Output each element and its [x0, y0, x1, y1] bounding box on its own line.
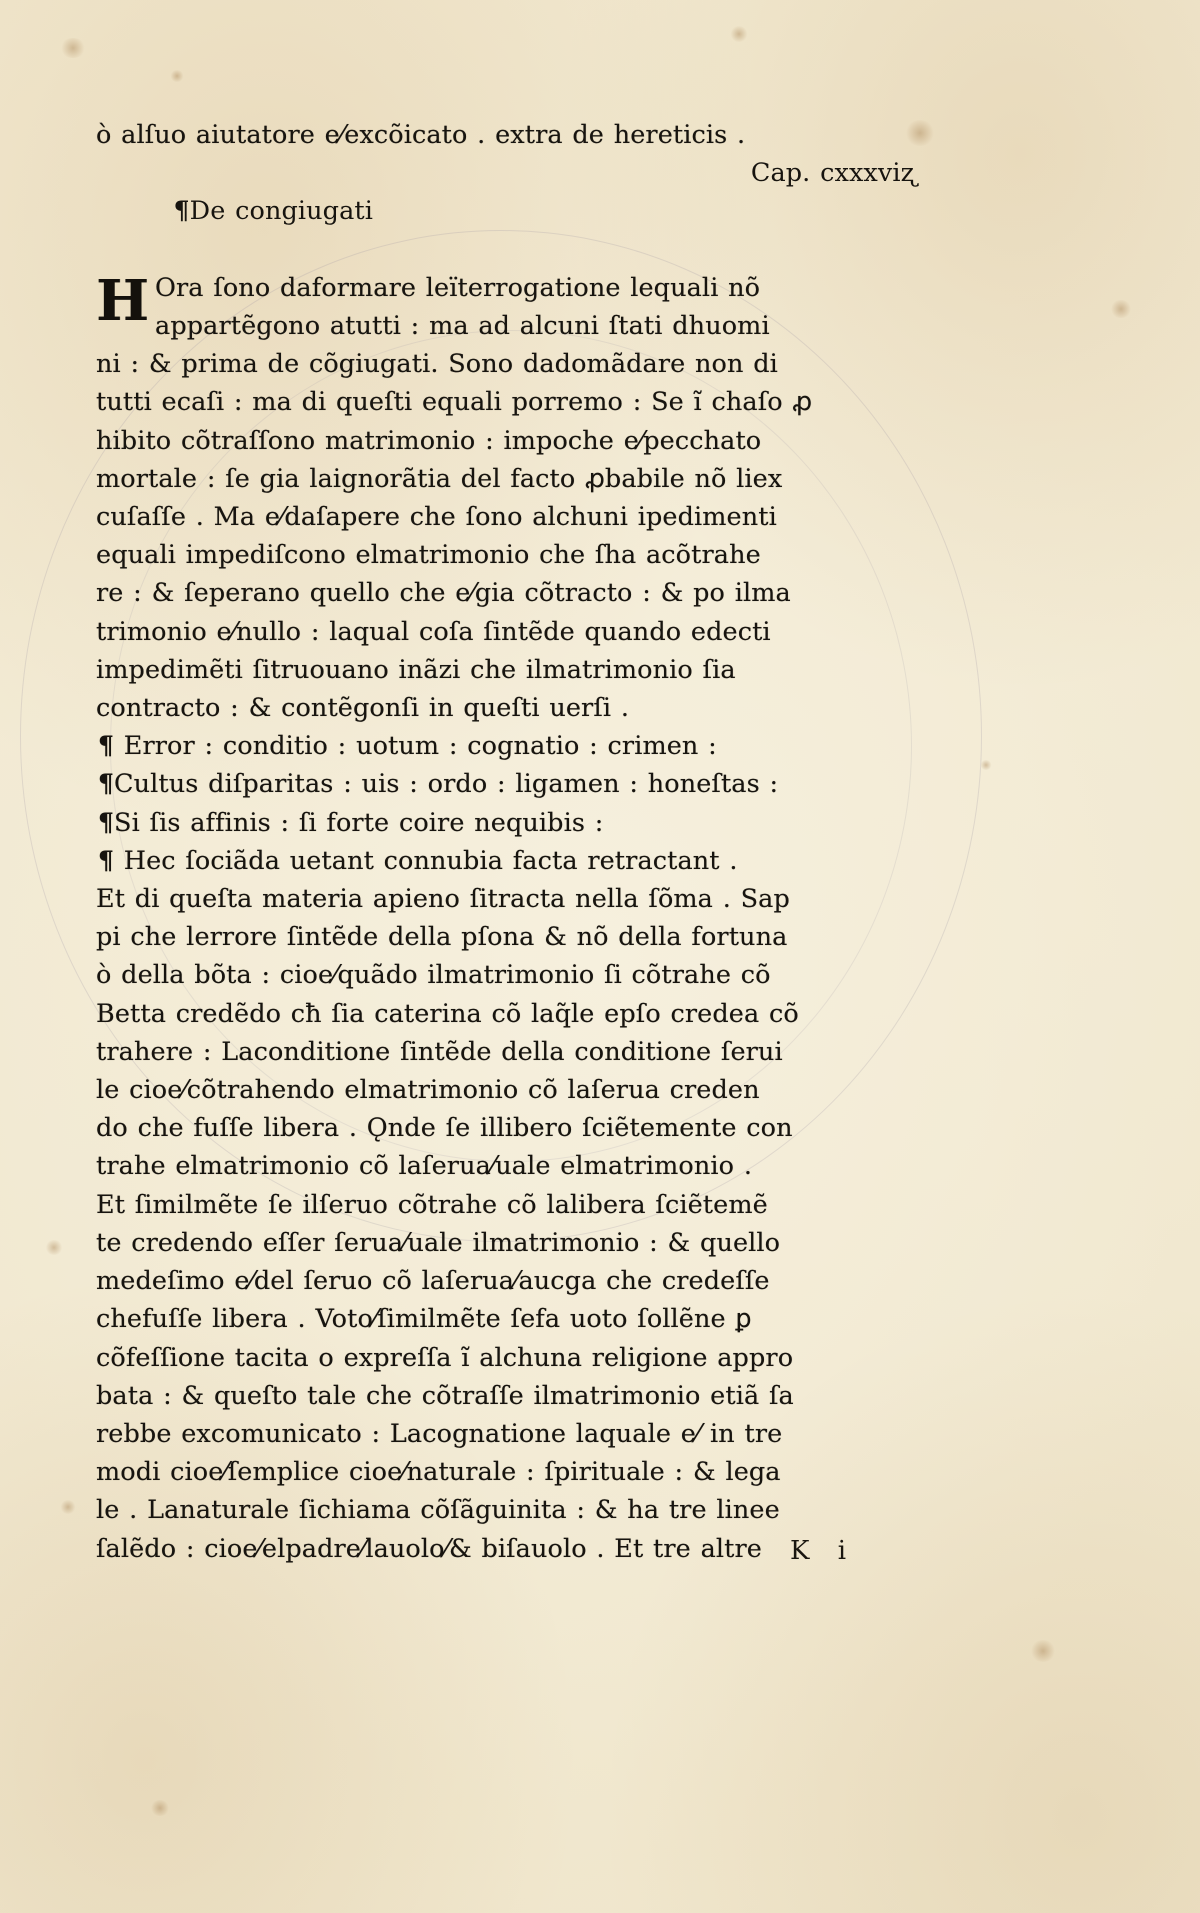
foxing-spot	[980, 760, 992, 770]
body-line: trimonio e⁄nullo : laqual coſa ſintẽde quando edecti	[96, 616, 771, 647]
body-line: hibito cõtraſſono matrimonio : impoche e⁄pecchato	[96, 425, 762, 456]
opening-paragraph	[96, 269, 916, 727]
pilcrow-icon: ¶	[98, 769, 115, 799]
body-line: te credendo eſſer ſerua⁄uale ilmatrimonio : & quello	[96, 1227, 781, 1258]
verse-text: Hec ſociãda uetant connubia facta retractant .	[123, 845, 738, 876]
verse-line	[98, 765, 916, 803]
foxing-spot	[45, 1240, 63, 1255]
verse-line	[98, 842, 916, 880]
body-line: Betta credẽdo cħ ſia caterina cõ laq̃le epſo credea cõ	[96, 998, 799, 1029]
verse-text: Cultus diſparitas : uis : ordo : ligamen : honeſtas :	[114, 769, 779, 800]
body-line: Et ſimilmẽte ſe ilſeruo cõtrahe cõ lalibera ſciẽtemẽ	[96, 1189, 768, 1220]
section-title: De congiugati	[189, 196, 374, 227]
foxing-spot	[170, 70, 184, 82]
chapter-number: Cap. cxxxviʐ	[750, 158, 916, 189]
body-line: rebbe excomunicato : Lacognatione laquale e⁄ in tre	[96, 1418, 783, 1449]
verse-line	[98, 727, 916, 765]
foxing-spot	[730, 26, 748, 42]
body-line: equali impediſcono elmatrimonio che ſha acõtrahe	[96, 540, 761, 571]
body-line: ni : & prima de cõgiugati. Sono dadomãdare non di	[96, 349, 778, 380]
body-line: pi che lerrore ſintẽde della pſona & nõ della fortuna	[96, 922, 788, 953]
body-line: cuſaſſe . Ma e⁄daſapere che ſono alchuni ipedimenti	[96, 502, 777, 533]
body-line: contracto : & contẽgonſi in queſti uerſi .	[96, 693, 630, 724]
body-line: cõfeſſione tacita o expreſſa ĩ alchuna religione appro	[96, 1342, 794, 1373]
body-line: mortale : ſe gia laignorãtia del facto ꝓbabile nõ liex	[96, 463, 783, 494]
body-line: do che fuſſe libera . Ǫnde ſe illibero ſciẽtemente con	[96, 1113, 793, 1144]
body-line: impedimẽti ſitruouano inãzi che ilmatrimonio ſia	[96, 654, 736, 685]
section-heading	[96, 154, 916, 269]
body-line: re : & ſeperano quello che e⁄gia cõtracto : & po ilma	[96, 578, 791, 609]
pilcrow-icon: ¶	[173, 196, 190, 226]
body-line: bata : & queſto tale che cõtraſſe ilmatrimonio etiã ſa	[96, 1380, 794, 1411]
verse-text: Si ſis affinis : ſi forte coire nequibis :	[114, 807, 604, 838]
body-line: le . Lanaturale ſichiama cõſãguinita : & ha tre linee	[96, 1495, 780, 1526]
body-line: ò della bõta : cioe⁄quãdo ilmatrimonio ſi cõtrahe cõ	[96, 960, 771, 991]
body-line: trahere : Laconditione ſintẽde della conditione ſerui	[96, 1036, 783, 1067]
drop-cap-initial: H	[96, 267, 150, 334]
body-line: trahe elmatrimonio cõ laſerua⁄uale elmatrimonio .	[96, 1151, 753, 1182]
body-line: modi cioe⁄ſemplice cioe⁄naturale : ſpirituale : & lega	[96, 1457, 781, 1488]
foxing-spot	[1110, 300, 1132, 318]
body-line: Et di queſta materia apieno ſitracta nella ſõma . Sap	[96, 884, 790, 915]
foxing-spot	[150, 1800, 170, 1816]
verse-text: Error : conditio : uotum : cognatio : crimen :	[123, 731, 717, 762]
body-line: tutti ecaſi : ma di queſti equali porremo : Se ĩ chaſo ꝓ	[96, 387, 813, 418]
quire-signature: K i	[790, 1536, 857, 1566]
running-header: ò alſuo aiutatore e⁄excõicato . extra de hereticis .	[96, 120, 746, 150]
foxing-spot	[1030, 1640, 1056, 1662]
page-text-block	[96, 116, 916, 1568]
foxing-spot	[60, 1500, 76, 1514]
body-line: Ora ſono daformare leïterrogatione lequali nõ	[155, 272, 761, 303]
pilcrow-icon: ¶	[98, 731, 115, 761]
body-line: chefuſſe libera . Voto⁄ſimilmẽte ſefa uoto ſollẽne ꝑ	[96, 1304, 752, 1335]
body-line: ſalẽdo : cioe⁄elpadre⁄lauolo⁄& biſauolo . Et tre altre	[96, 1533, 762, 1564]
foxing-spot	[60, 38, 86, 58]
verse-line	[98, 804, 916, 842]
pilcrow-icon: ¶	[98, 845, 115, 875]
body-line: appartẽgono atutti : ma ad alcuni ſtati dhuomi	[155, 311, 770, 342]
second-paragraph	[96, 880, 916, 1568]
pilcrow-icon: ¶	[98, 807, 115, 837]
body-line: medeſimo e⁄del ſeruo cõ laſerua⁄aucga che credeſſe	[96, 1266, 770, 1297]
body-line: le cioe⁄cõtrahendo elmatrimonio cõ laſerua creden	[96, 1075, 760, 1106]
